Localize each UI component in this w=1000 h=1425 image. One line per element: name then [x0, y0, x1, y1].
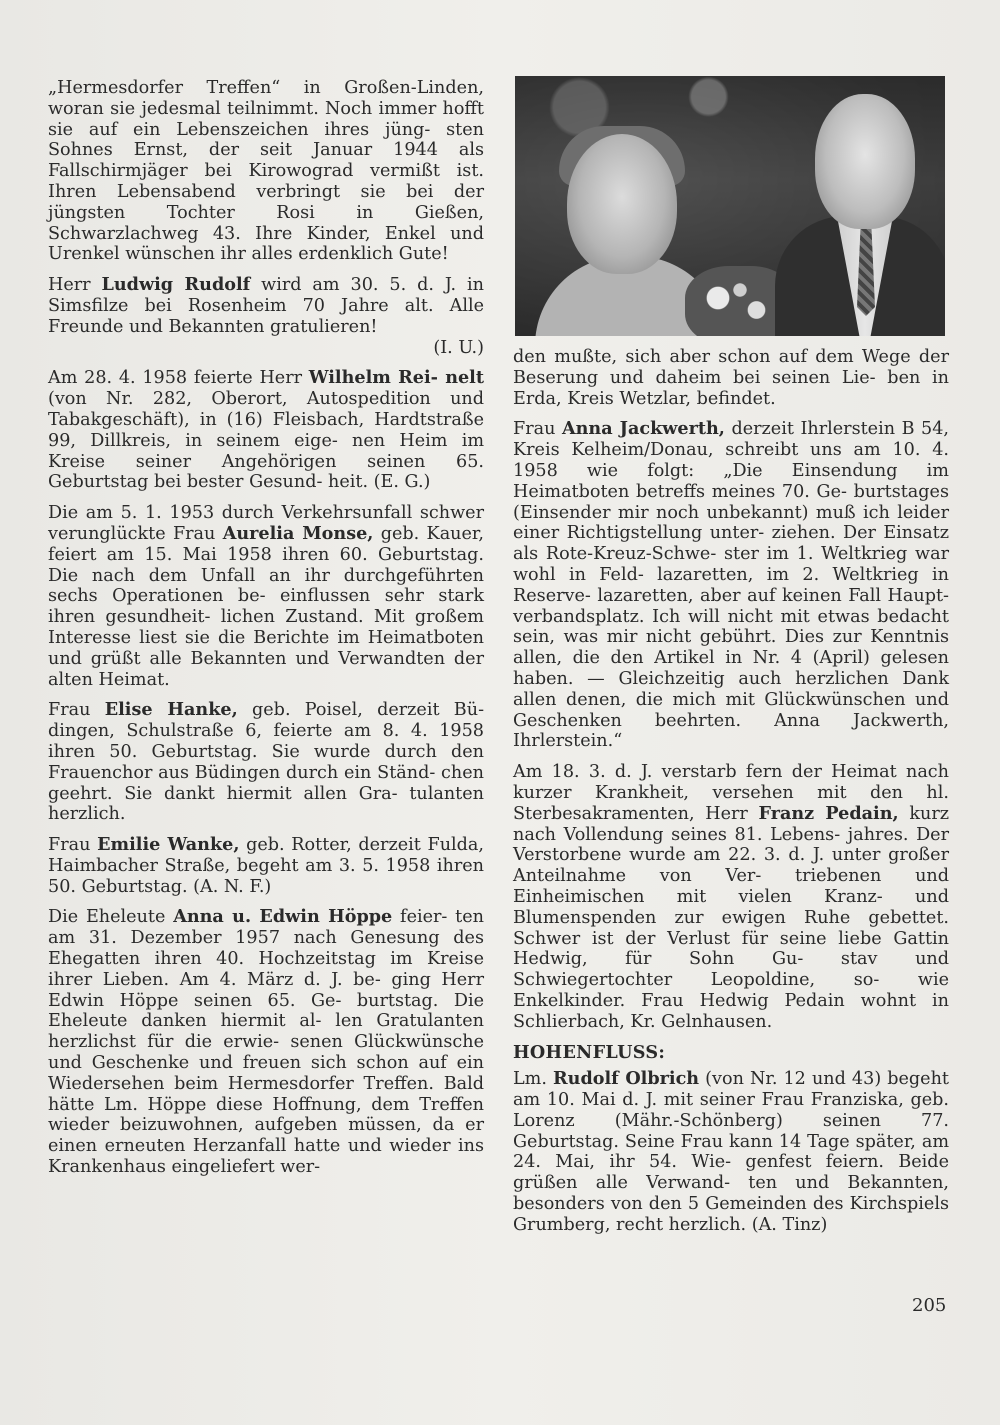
text: Frau	[513, 419, 562, 440]
paragraph-anna-jackwerth	[513, 419, 949, 752]
text: Am 28. 4. 1958 feierte Herr	[48, 368, 309, 389]
text: Die Eheleute	[48, 907, 174, 928]
text: feier- ten am 31. Dezember 1957 nach Genesung des Ehegatten ihren 40. Hochzeitstag im Kreise ihrer Lieben. Am 4. März d. J. be- ging Herr Edwin Höppe seinen 65. Ge- burtstag. Die Eheleute danken hiermit al- len Gratulanten herzlichst für die erwie- senen Glückwünsche und Geschenke und freuen sich schon auf ein Wiedersehen beim Hermesdorfer Treffen. Bald hätte Lm. Höppe diese Hoffnung, dem Treffen wieder beizuwohnen, aufgeben müssen, da er einen erneuten Herzanfall hatte und wieder ins Krankenhaus eingeliefert wer-	[48, 907, 484, 1178]
person-name: Emilie Wanke,	[97, 834, 240, 856]
text: Die am 5. 1. 1953 durch Verkehrsunfall schwer verunglückte Frau	[48, 503, 484, 544]
page-number: 205	[912, 1295, 947, 1316]
text: Frau	[48, 700, 105, 721]
text: Am 18. 3. d. J. verstarb fern der Heimat nach kurzer Krankheit, versehen mit den hl. Sterbesakramenten, Herr	[513, 762, 949, 824]
text: wird am 30. 5. d. J. in Simsfilze bei Rosenheim 70 Jahre alt. Alle Freunde und Bekannten gratulieren!	[48, 275, 485, 337]
text: (von Nr. 12 und 43) begeht am 10. Mai d. J. mit seiner Frau Franziska, geb. Lorenz (Mähr.-Schönberg) seinen 77. Geburtstag. Seine Frau kann 14 Tage später, am 24. Mai, ihr 54. Wie- genfest feiern. Beide grüßen alle Verwand- ten und Bekannten, besonders von den 5 Gemeinden des Kirchspiels Grumberg, recht herzlich. (A. Tinz)	[513, 1069, 949, 1235]
text: derzeit Ihrlerstein B 54, Kreis Kelheim/Donau, schreibt uns am 10. 4. 1958 wie folgt: „Die Einsendung im Heimatboten betreffs meines 70. Ge- burtstages (Einsender mir noch unbekannt) muß ich leider einer Richtigstellung unter- ziehen. Der Einsatz als Rote-Kreuz-Schwe- ster im 1. Weltkrieg war wohl in Feld- lazaretten, im 2. Weltkrieg in Reserve- lazaretten, aber auf keinen Fall Haupt- verbandsplatz. Ich will nicht mit etwas bedacht sein, was mir nicht gebührt. Dies zur Kenntnis allen, die den Artikel in Nr. 4 (April) gelesen haben. — Gleichzeitig auch herzlichen Dank allen denen, die mich mit Glückwünschen und Geschenken beehrten. Anna Jackwerth, Ihrlerstein.“	[513, 419, 949, 752]
person-name: Rudolf Olbrich	[553, 1068, 700, 1090]
person-name: Anna Jackwerth,	[561, 418, 725, 440]
paragraph-ludwig-rudolf	[48, 275, 484, 358]
text: geb. Poisel, derzeit Bü- dingen, Schulstraße 6, feierte am 8. 4. 1958 ihren 50. Geburtstag. Sie wurde durch den Frauenchor aus Büdingen durch ein Ständ- chen geehrt. Sie dankt hiermit allen Gra- tulanten herzlich.	[48, 700, 485, 825]
paragraph-aurelia-monse	[48, 503, 484, 690]
person-name: Aurelia Monse,	[222, 522, 374, 544]
person-name: Wilhelm Rei- nelt	[308, 367, 484, 389]
text: kurz nach Vollendung seines 81. Lebens- jahres. Der Verstorbene wurde am 22. 3. d. J. unter großer Anteilnahme von Ver- triebenen und Einheimischen mit vielen Kranz- und Blumenspenden zur ewigen Ruhe gebettet. Schwer ist der Verlust für seine liebe Gattin Hedwig, für Sohn Gu- stav und Schwiegertochter Leopoldine, so- wie Enkelkinder. Frau Hedwig Pedain wohnt in Schlierbach, Kr. Gelnhausen.	[513, 803, 950, 1032]
left-column	[48, 78, 484, 1188]
paragraph-continuation: den mußte, sich aber schon auf dem Wege der Beserung und daheim bei seinen Lie- ben in Erda, Kreis Wetzlar, befindet.	[513, 347, 949, 409]
text: (von Nr. 282, Oberort, Autospedition und Tabakgeschäft), in (16) Fleisbach, Hardtstraße 99, Dillkreis, in seinem eige- nen Heim im Kreise seiner Angehörigen seinen 65. Geburtstag bei bester Gesund- heit. (E. G.)	[48, 389, 484, 493]
paragraph-rudolf-olbrich	[513, 1069, 949, 1235]
paragraph-elise-hanke	[48, 700, 484, 825]
text: Herr	[48, 275, 102, 296]
paragraph-emilie-wanke	[48, 835, 484, 897]
text: geb. Rotter, derzeit Fulda, Haimbacher Straße, begeht am 3. 5. 1958 ihren 50. Geburtstag. (A. N. F.)	[48, 835, 484, 897]
section-heading: HOHENFLUSS:	[513, 1041, 666, 1063]
author-initials: (I. U.)	[433, 337, 484, 358]
couple-photo	[515, 76, 945, 336]
paragraph-hoeppe	[48, 907, 484, 1177]
person-name: Franz Pedain,	[758, 802, 899, 824]
paragraph-wilhelm-reinelt	[48, 368, 484, 493]
right-column	[513, 347, 949, 1246]
text: Frau	[48, 835, 98, 856]
text: geb. Kauer, feiert am 15. Mai 1958 ihren 60. Geburtstag. Die nach dem Unfall an ihr durchgeführten sechs Operationen be- einflussen sehr stark ihren gesundheit- lichen Zustand. Mit großem Interesse liest sie die Berichte im Heimatboten und grüßt alle Bekannten und Verwandten der alten Heimat.	[48, 523, 484, 690]
paragraph-hermesdorfer-treffen: „Hermesdorfer Treffen“ in Großen-Linden, woran sie jedesmal teilnimmt. Noch immer hofft sie auf ein Lebenszeichen ihres jüng- sten Sohnes Ernst, der seit Januar 1944 als Fallschirmjäger bei Kirowograd vermißt ist. Ihren Lebensabend verbringt sie bei der jüngsten Tochter Rosi in Gießen, Schwarzlachweg 43. Ihre Kinder, Enkel und Urenkel wünschen ihr alles erdenklich Gute!	[48, 78, 484, 265]
man-face	[815, 94, 915, 229]
person-name: Ludwig Rudolf	[101, 274, 251, 296]
paragraph-franz-pedain	[513, 762, 949, 1032]
woman-face	[567, 134, 677, 274]
person-name: Anna u. Edwin Höppe	[173, 906, 393, 928]
person-name: Elise Hanke,	[104, 699, 238, 721]
text: Lm.	[513, 1069, 554, 1090]
